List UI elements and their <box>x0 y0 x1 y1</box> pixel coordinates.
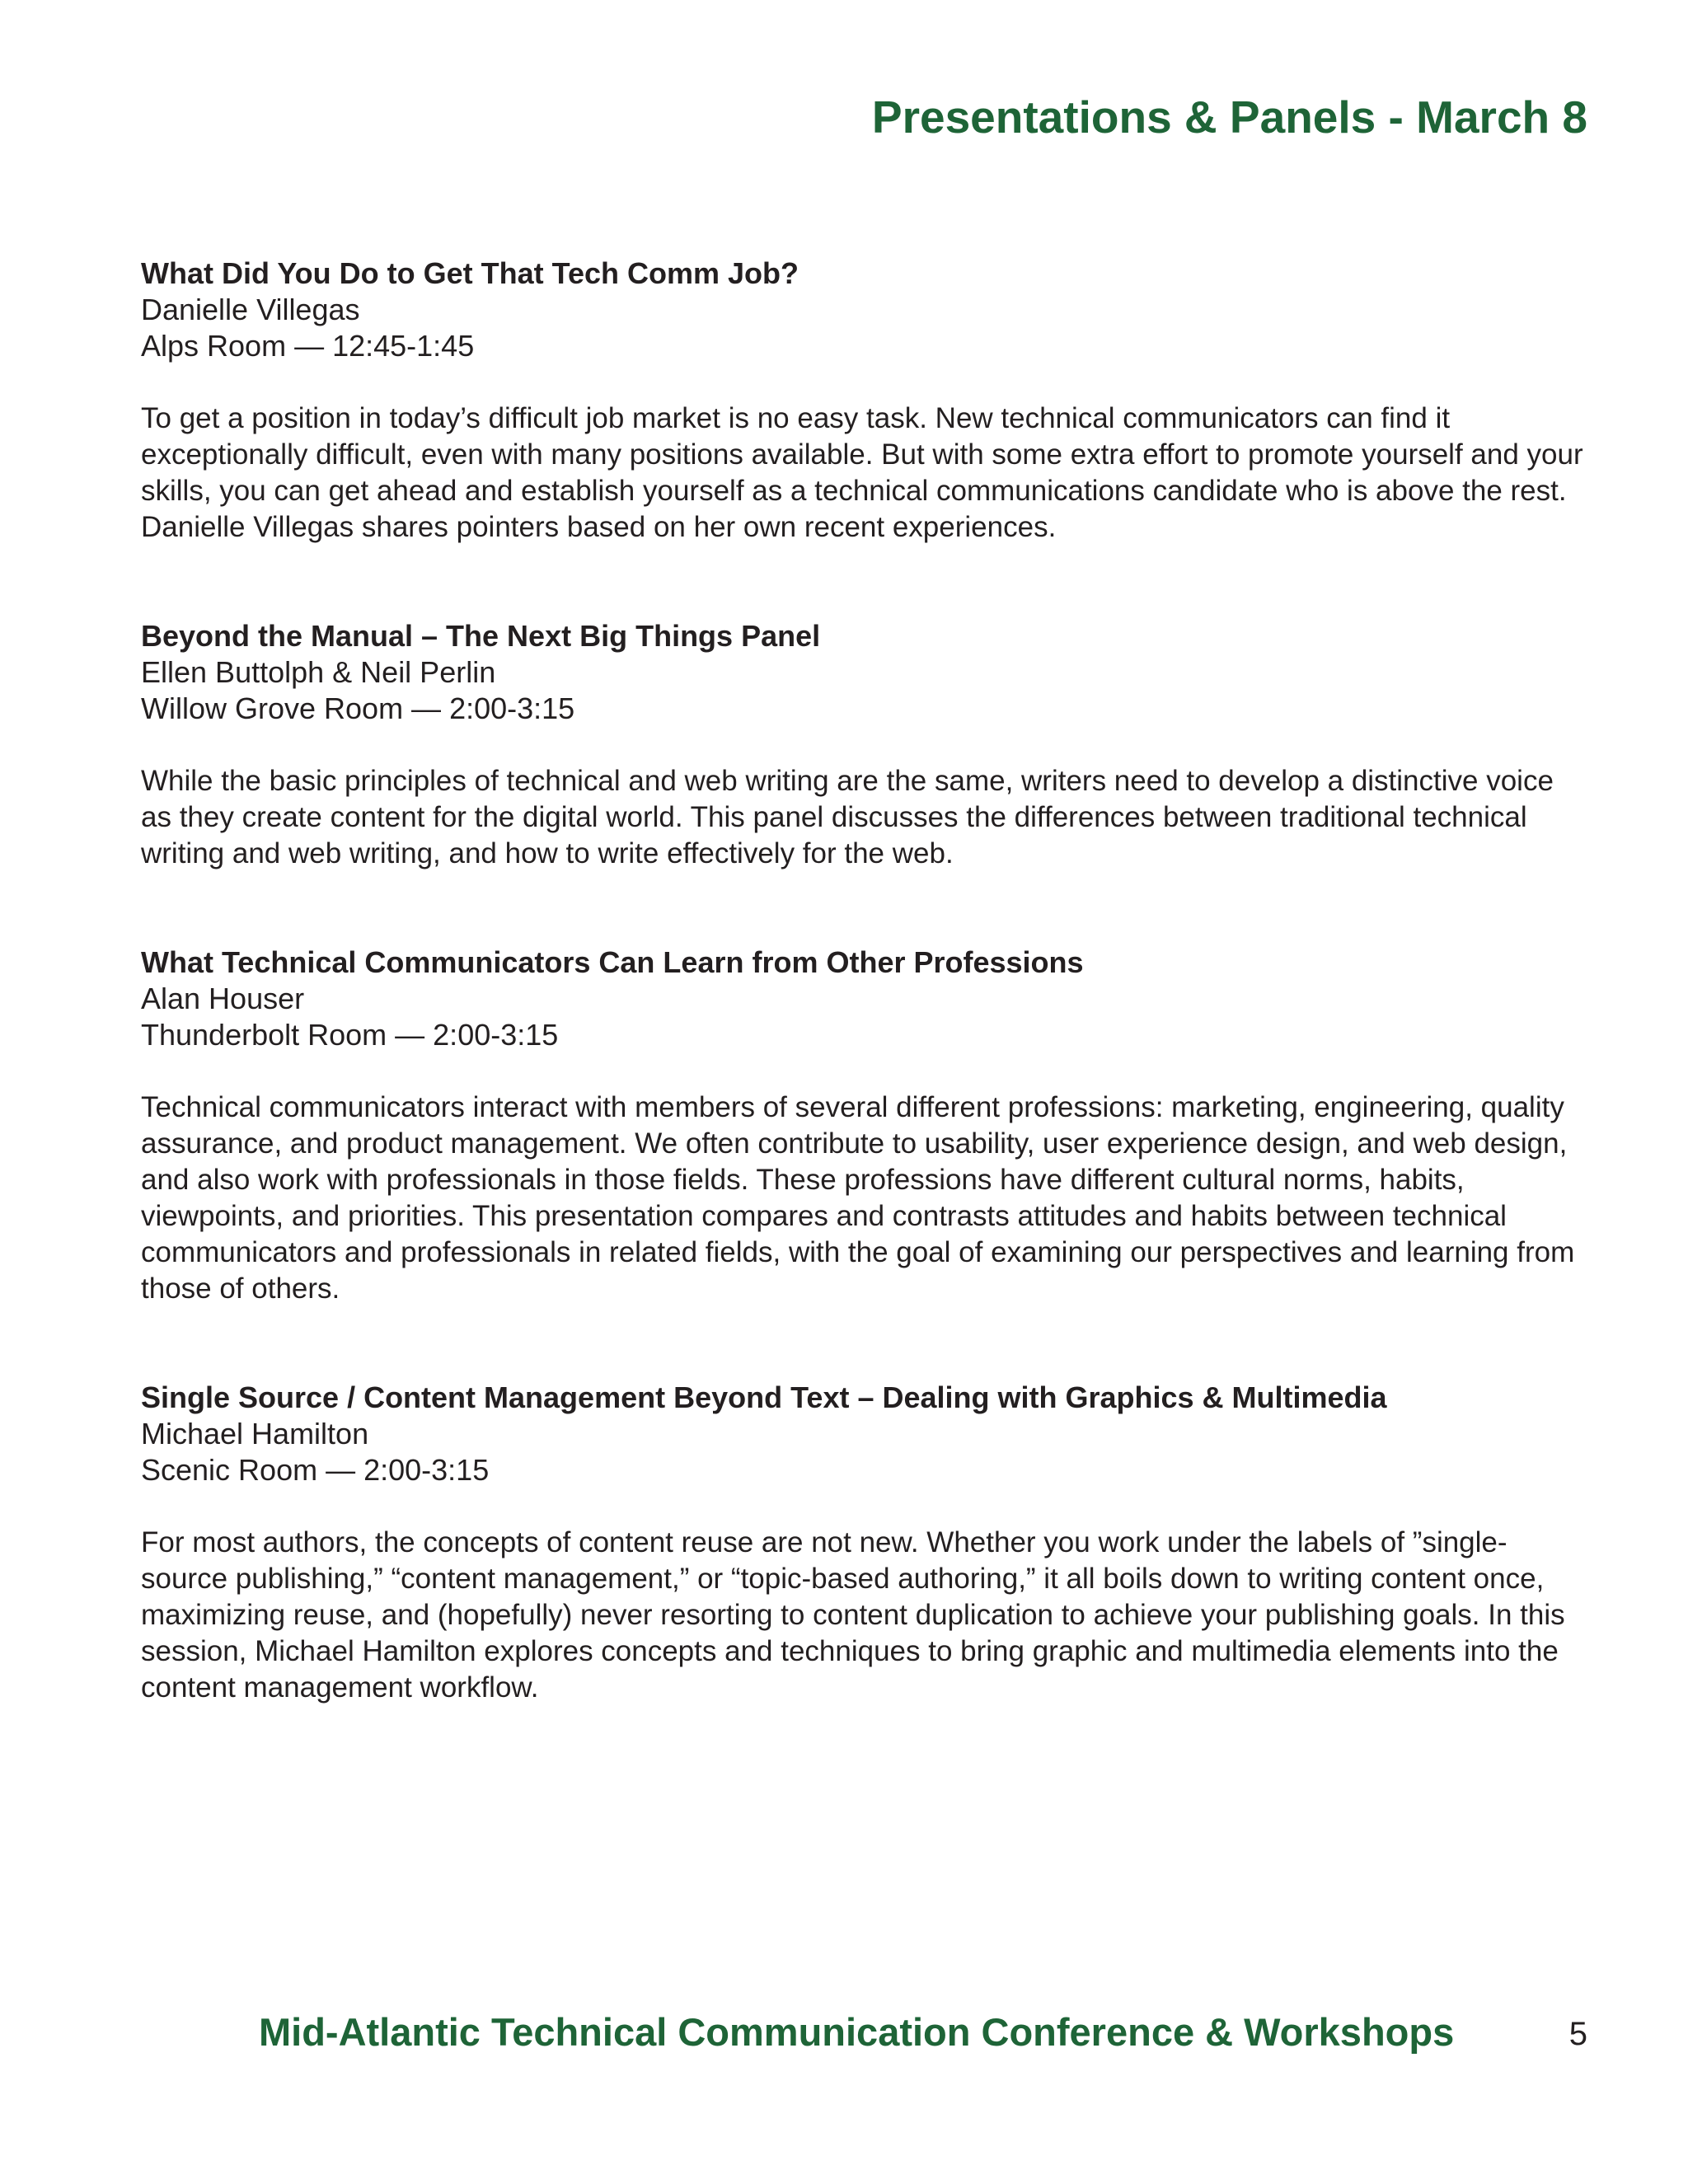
session-description: For most authors, the concepts of content reuse are not new. Whether you work under the labels of ”single-source publishing,” “content management,” or “topic-based authoring,” it all boils down to writing content once, maximizing reuse, and (hopefully) never resorting to content duplication to achieve your publishing goals. In this session, Michael Hamilton explores concepts and techniques to bring graphic and multimedia elements into the content management workflow. <box>141 1526 1565 1704</box>
session-speaker: Michael Hamilton <box>141 1417 369 1451</box>
session-item <box>141 618 1592 872</box>
session-description: To get a position in today’s difficult job market is no easy task. New technical communicators can find it exceptionally difficult, even with many positions available. But with some extra effort to promote yourself and your skills, you can get ahead and establish yourself as a technical communications candidate who is above the rest. Danielle Villegas shares pointers based on her own recent experiences. <box>141 402 1583 543</box>
footer-conference-title: Mid-Atlantic Technical Communication Conference & Workshops <box>259 2010 1455 2054</box>
session-speaker: Ellen Buttolph & Neil Perlin <box>141 655 496 689</box>
session-location: Thunderbolt Room — 2:00-3:15 <box>141 1018 559 1052</box>
session-item <box>141 944 1592 1307</box>
session-speaker: Danielle Villegas <box>141 293 360 326</box>
page-title: Presentations & Panels - March 8 <box>871 91 1587 143</box>
session-title: What Did You Do to Get That Tech Comm Job? <box>141 256 799 290</box>
session-list <box>141 255 1592 1779</box>
session-speaker: Alan Houser <box>141 982 305 1015</box>
session-description: Technical communicators interact with members of several different professions: marketing, engineering, quality assurance, and product management. We often contribute to usability, user experience design, and web design, and also work with professionals in those fields. These professions have different cultural norms, habits, viewpoints, and priorities. This presentation compares and contrasts attitudes and habits between technical communicators and professionals in related fields, with the goal of examining our perspectives and learning from those of others. <box>141 1091 1575 1305</box>
session-location: Willow Grove Room — 2:00-3:15 <box>141 691 575 725</box>
session-title: Beyond the Manual – The Next Big Things Panel <box>141 619 821 653</box>
session-item <box>141 1380 1592 1706</box>
session-title: Single Source / Content Management Beyond Text – Dealing with Graphics & Multimedia <box>141 1380 1387 1414</box>
session-location: Scenic Room — 2:00-3:15 <box>141 1453 490 1487</box>
session-title: What Technical Communicators Can Learn from Other Professions <box>141 945 1084 979</box>
page-number: 5 <box>1568 2016 1587 2052</box>
session-item <box>141 255 1592 546</box>
session-location: Alps Room — 12:45-1:45 <box>141 329 475 363</box>
session-description: While the basic principles of technical and web writing are the same, writers need to develop a distinctive voice as they create content for the digital world. This panel discusses the differences between traditional technical writing and web writing, and how to write effectively for the web. <box>141 765 1554 869</box>
